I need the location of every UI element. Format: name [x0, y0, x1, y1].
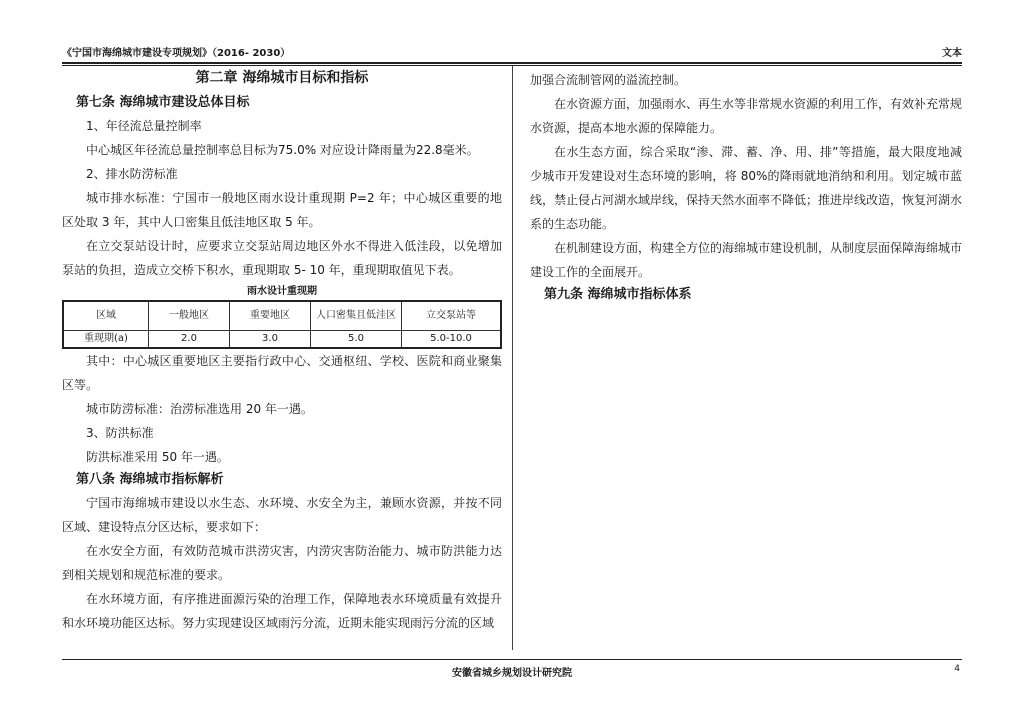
table-title: 雨水设计重现期 [247, 286, 317, 297]
column-divider [512, 66, 513, 650]
page-number: 4 [954, 664, 960, 674]
subsection-2: 2、排水防涝标准 [86, 167, 178, 181]
paragraph: 城市排水标准：宁国市一般地区雨水设计重现期 P=2 年；中心城区重要的地区处取 3 年，其中人口密集且低洼地区取 5 年。 [62, 191, 502, 229]
chapter-title: 第二章 海绵城市目标和指标 [195, 70, 369, 86]
paragraph-continuation: 加强合流制管网的溢流控制。 [530, 73, 687, 87]
table-cell: 2.0 [149, 331, 230, 349]
table-header-cell: 立交泵站等 [402, 301, 502, 331]
paragraph: 防洪标准采用 50 年一遇。 [86, 450, 229, 464]
rainfall-return-period-table [62, 300, 502, 349]
footer-institute: 安徽省城乡规划设计研究院 [452, 668, 572, 679]
paragraph: 宁国市海绵城市建设以水生态、水环境、水安全为主，兼顾水资源，并按不同区域、建设特点分区达标，要求如下： [62, 496, 502, 534]
paragraph: 在水资源方面，加强雨水、再生水等非常规水资源的利用工作，有效补充常规水资源，提高本地水源的保障能力。 [530, 97, 963, 135]
subsection-3: 3、防洪标准 [86, 426, 154, 440]
paragraph: 城市防涝标准：治涝标准选用 20 年一遇。 [86, 402, 313, 416]
paragraph: 在水环境方面，有序推进面源污染的治理工作，保障地表水环境质量有效提升和水环境功能区达标。努力实现建设区域雨污分流，近期未能实现雨污分流的区域 [62, 592, 502, 630]
left-column [62, 68, 502, 635]
paragraph: 在水生态方面，综合采取“渗、滞、蓄、净、用、排”等措施，最大限度地减少城市开发建设对生态环境的影响，将 80%的降雨就地消纳和利用。划定城市蓝线，禁止侵占河湖水域岸线，保持天然水面率不降低；推进岸线改造，恢复河湖水系的生态功能。 [530, 145, 963, 231]
paragraph: 在立交泵站设计时，应要求立交泵站周边地区外水不得进入低洼段，以免增加泵站的负担，造成立交桥下积水，重现期取 5- 10 年，重现期取值见下表。 [62, 239, 502, 277]
table-header-cell: 人口密集且低洼区 [311, 301, 402, 331]
document-title: 《宁国市海绵城市建设专项规划》（2016- 2030） [62, 48, 291, 59]
paragraph: 中心城区年径流总量控制率总目标为75.0% 对应设计降雨量为22.8毫米。 [86, 143, 479, 157]
table-cell: 5.0-10.0 [402, 331, 502, 349]
paragraph: 在机制建设方面，构建全方位的海绵城市建设机制，从制度层面保障海绵城市建设工作的全面展开。 [530, 241, 963, 279]
footer-rule [62, 659, 962, 660]
header-rule [62, 62, 962, 64]
table-row [63, 331, 501, 349]
table-row-label: 重现期(a) [63, 331, 149, 349]
table-cell: 5.0 [311, 331, 402, 349]
article-7-title: 第七条 海绵城市建设总体目标 [76, 95, 250, 110]
right-column [530, 68, 962, 306]
subsection-1: 1、年径流总量控制率 [86, 119, 202, 133]
paragraph: 在水安全方面，有效防范城市洪涝灾害，内涝灾害防治能力、城市防洪能力达到相关规划和规范标准的要求。 [62, 544, 502, 582]
table-header-row [63, 301, 501, 331]
table-header-cell: 区域 [63, 301, 149, 331]
paragraph: 其中：中心城区重要地区主要指行政中心、交通枢纽、学校、医院和商业聚集区等。 [62, 354, 502, 392]
article-9-title: 第九条 海绵城市指标体系 [544, 287, 692, 302]
section-label: 文本 [942, 48, 962, 59]
table-header-cell: 重要地区 [230, 301, 311, 331]
table-cell: 3.0 [230, 331, 311, 349]
page-header [62, 44, 962, 60]
article-8-title: 第八条 海绵城市指标解析 [76, 472, 224, 487]
table-header-cell: 一般地区 [149, 301, 230, 331]
